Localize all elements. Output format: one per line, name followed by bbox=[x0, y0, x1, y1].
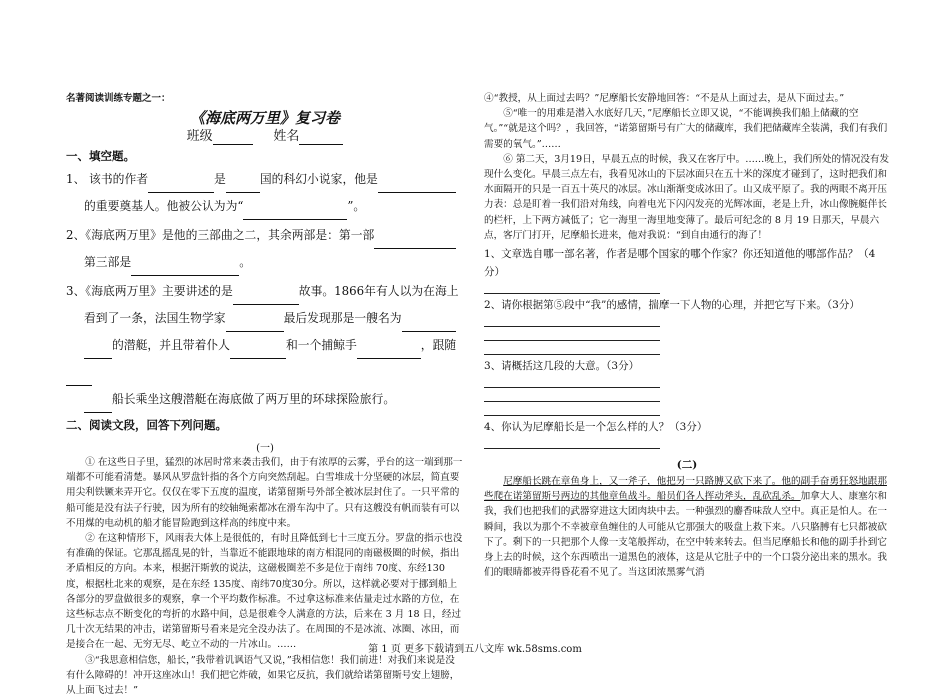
answer-line[interactable] bbox=[484, 436, 660, 449]
q1-text-a: 1、 该书的作者 bbox=[66, 172, 149, 186]
q3-blank-6 bbox=[357, 344, 421, 359]
reading-question-4: 4、你认为尼摩船长是一个怎么样的人？（3分） bbox=[484, 421, 708, 434]
q3-text-g: ，跟随 bbox=[420, 338, 457, 352]
q1-text-c: 国的科幻小说家，他是 bbox=[259, 172, 378, 186]
q3-text-f: 和一个捕鲸手 bbox=[285, 338, 357, 352]
underlined-sentence: 尼摩船长跳在章鱼身上，又一斧子，他把另一只路膊又砍下来了。他的副手奋勇狂怒地跟那些爬在诺第留斯号两边的其他章鱼战斗。船员们各人挥动斧头，乱砍乱杀。 bbox=[484, 476, 887, 503]
left-column bbox=[66, 90, 464, 698]
q2-text-c: 。 bbox=[239, 255, 252, 269]
q3-blank-8 bbox=[84, 398, 112, 413]
q3-text-a: 3、《海底两万里》主要讲述的是 bbox=[66, 284, 233, 298]
question-2 bbox=[66, 222, 464, 276]
part-1-label: (一) bbox=[256, 443, 274, 454]
q1-blank-1 bbox=[148, 178, 214, 193]
q1-text-e: ”。 bbox=[347, 199, 366, 213]
q1-blank-2 bbox=[226, 178, 260, 193]
answer-line[interactable] bbox=[484, 342, 660, 355]
class-label: 班级 bbox=[186, 129, 213, 144]
passage-paragraph-2: ② 在这种情形下，风雨表大体上是很低的，有时且降低到七十三度五分。罗盘的指示也没有准确的保证。它那乱摇乱晃的针，当靠近不能跟地球的南方相混同的南磁极圈的时候，指出矛盾相反的方向。本来，根据汗斯敦的说法，这磁极圈差不多是位于南纬 70度、东经130度，根据杜北来的观察，是在东经 135度、南纬70度30分。所以，这样就必要对于挪到船上各部分的罗盘做很多的观察，拿一个平均数作标准。不过拿这标准来估量走过水路的方位，在这些标志点不断变化的弯折的水路中间，总是很难令人满意的方法，后来在 3 月 18 日，经过几十次无结果的冲击，诺第留斯号看来是完全没办法了。在周围的不是冰流、冰圈、冰田，而是接合在一起、无穷无尽、屹立不动的一片冰山。…… bbox=[66, 533, 463, 651]
passage-paragraph-4: ④“教授，从上面过去吗？”尼摩船长安静地回答：“不是从上面过去，是从下面过去。” bbox=[484, 93, 845, 104]
passage-paragraph-5: ⑤“唯一的用难是潜入水底好几天，”尼摩船长立即又说，“不能调换我们船上储藏的空气。”“就是这个吗？，我回答，“诺第留斯号有广大的储藏库，我们把储藏库全装满，我们有我们需要的氧气。”…… bbox=[484, 108, 888, 150]
section-2-heading: 二、阅读文段，回答下列问题。 bbox=[66, 418, 227, 432]
question-1 bbox=[66, 166, 464, 220]
page-title: 《海底两万里》复习卷 bbox=[189, 109, 340, 127]
q1-blank-4 bbox=[243, 205, 347, 220]
answer-line[interactable] bbox=[484, 389, 660, 402]
paragraph-7-rest: 加拿大人、康塞尔和我，我们也把我们的武器穿进这大团肉块中去。一种强烈的麝香味敌人空中。真正是怕人。在一瞬间，我以为那个不幸被章鱼缠住的人可能从它那强大的吸盘上救下来。八只胳膊有七只都被砍下了。剩下的一只把那个人像一支笔般挥动，在空中转来转去。但当尼摩船长和他的副手扑到它身上去的时候，这个东西喷出一道黑色的液体，这是从它肚子中的一个口袋分泌出来的黑水。我们的眼睛都被弄得昏花看不见了。当这团浓黑雾气消 bbox=[484, 491, 887, 579]
passage-paragraph-7 bbox=[484, 474, 890, 580]
q3-blank-4 bbox=[84, 344, 112, 359]
q3-blank-7 bbox=[66, 371, 92, 386]
answer-line[interactable] bbox=[484, 281, 660, 294]
passage-paragraph-1: ① 在这些日子里，猛烈的冰居时常来袭击我们，由于有浓厚的云雾，乎台的这一端到那一端都不可能看清楚。暴风从罗盘针指的各个方向突然刮起。白雪堆成十分坚硬的冰层，简直要用尖利铁镢来弄开它。仅仅在零下五度的温度，诺第留斯号外部全被冰层封住了。一只平常的船可能是没有法子行驶，因为所有的绞轴绳索都冰在滑车沟中了。只有这艘没有帆而装有可以不用煤的电动机的船才能冒险跑到这样高的纬度中来。 bbox=[66, 457, 463, 529]
q2-blank-1 bbox=[374, 234, 456, 249]
q1-text-b: 是 bbox=[214, 172, 226, 186]
answer-line[interactable] bbox=[484, 314, 660, 327]
q2-text-b: 第三部是 bbox=[84, 255, 132, 269]
q3-blank-5 bbox=[230, 344, 286, 359]
passage-paragraph-3: ③“我思意相信您，船长，”我带着讥讽语气又说，”我相信您！我们前进！对我们来说是没有什么障碍的！冲开这座冰山！我们把它炸破，如果它反抗，我们就给诺第留斯号安上翅膀，从上面飞过去！” bbox=[66, 654, 460, 697]
q2-text-a: 2、《海底两万里》是他的三部曲之二，其余两部是：第一部 bbox=[66, 228, 375, 242]
q3-text-d: 最后发现那是一艘名为 bbox=[283, 311, 402, 325]
q3-text-e: 的潜艇，并且带着仆人 bbox=[112, 338, 230, 352]
q3-blank-1 bbox=[233, 290, 299, 305]
right-column bbox=[484, 90, 890, 580]
part-2-label: (二) bbox=[676, 459, 698, 472]
q3-blank-3 bbox=[402, 317, 456, 332]
class-blank bbox=[213, 130, 253, 145]
reading-question-1: 1、文章选自哪一部名著，作者是哪个国家的哪个作家？你还知道他的哪部作品？（4分） bbox=[484, 248, 876, 279]
class-name-line bbox=[66, 128, 464, 145]
reading-question-3: 3、请概括这几段的大意。（3分） bbox=[484, 360, 640, 373]
q2-blank-2 bbox=[131, 261, 239, 276]
q1-text-d: 的重要奠基人。他被公认为为“ bbox=[84, 199, 244, 213]
answer-line[interactable] bbox=[484, 328, 660, 341]
question-3 bbox=[66, 278, 464, 413]
q3-text-c: 看到了一条，法国生物学家 bbox=[84, 311, 226, 325]
q3-text-b: 故事。1866年有人以为在海上 bbox=[298, 284, 459, 298]
q1-blank-3 bbox=[378, 178, 456, 193]
page-footer: 第 1 页 更多下载请到五八文库 wk.58sms.com bbox=[368, 644, 582, 655]
series-header: 名著阅读训练专题之一： bbox=[66, 93, 171, 104]
answer-line[interactable] bbox=[484, 403, 660, 416]
section-1-heading: 一、填空题。 bbox=[66, 149, 135, 163]
answer-line[interactable] bbox=[484, 375, 660, 388]
reading-question-2: 2、请你根据第⑤段中“我”的感情，揣摩一下人物的心理，并把它写下来。（3分） bbox=[484, 299, 860, 312]
name-blank bbox=[299, 130, 343, 145]
passage-paragraph-6: ⑥ 第二天，3月19日，早晨五点的时候，我又在客厅中。……晚上，我们所处的情况没有发现什么变化。早晨三点左右，我看见冰山的下层冰面只在五十米的深度才碰到了，这时把我们和水面隔开的只是一百五十英尺的冰层。冰山渐渐变成冰田了。山又成平原了。我的两眼不离开压力表：总是盯着一我们沿对角线，向着电光下闪闪发亮的光辉冰面，老是上升，冰山像腕艇伴长的栏杆，上下两方减低了；它一海里一海里地变薄了。最后可纪念的 8 月 19 日那天，早晨六点，客厅门打开，尼摩船长进来，他对我说：“到自由通行的海了！ bbox=[484, 153, 890, 241]
q3-blank-2 bbox=[226, 317, 284, 332]
name-label: 姓名 bbox=[273, 129, 300, 144]
q3-text-h: 船长乘坐这艘潜艇在海底做了两万里的环球探险旅行。 bbox=[112, 392, 396, 406]
